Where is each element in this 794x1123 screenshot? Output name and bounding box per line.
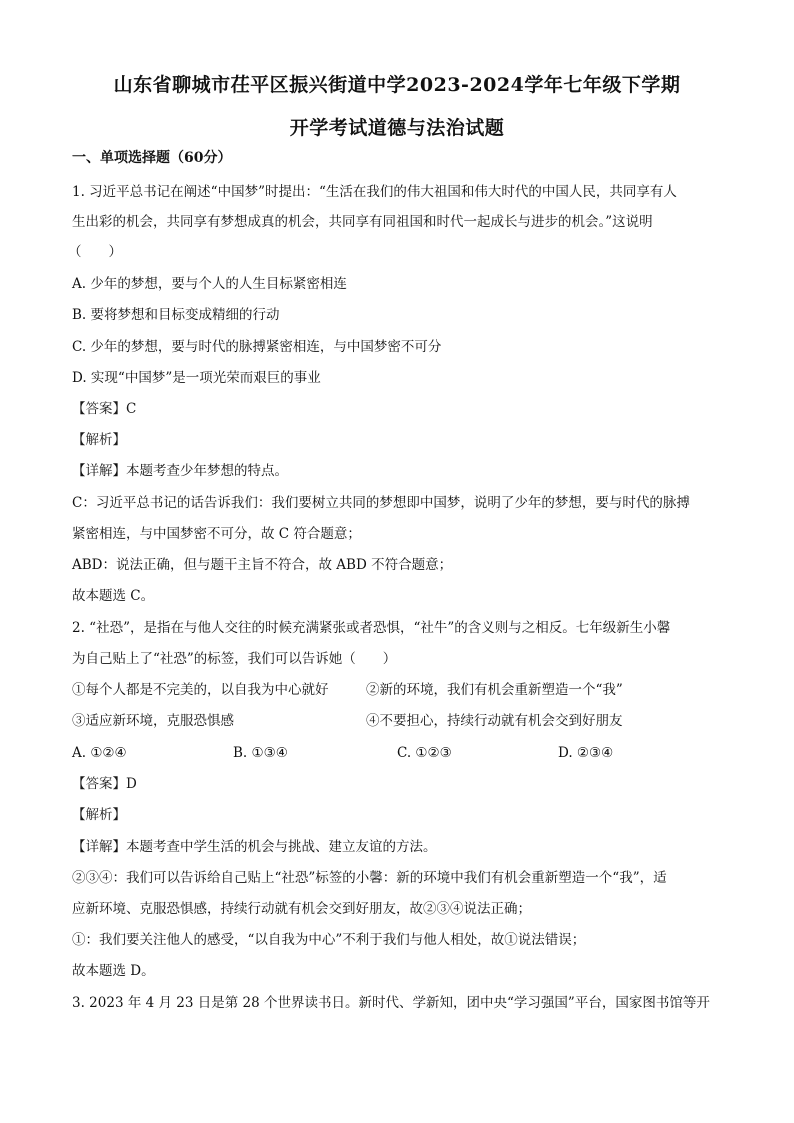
q1-detail: 【详解】本题考查少年梦想的特点。 xyxy=(72,463,288,479)
q1-explanation-line3: ABD：说法正确，但与题干主旨不符合，故 ABD 不符合题意； xyxy=(72,557,453,573)
document-title-line1: 山东省聊城市茌平区振兴街道中学2023-2024学年七年级下学期 xyxy=(113,74,681,96)
q1-option-d: D. 实现“中国梦”是一项光荣而艰巨的事业 xyxy=(72,370,321,386)
q2-explanation-line2: 应新环境、克服恐惧感，持续行动就有机会交到好朋友，故②③④说法正确； xyxy=(72,901,531,917)
q1-answer: 【答案】C xyxy=(72,401,137,417)
q2-stem-line1: 2. “社恐”，是指在与他人交往的时候充满紧张或者恐惧，“社牛”的含义则与之相反。七年级新生小馨 xyxy=(72,620,671,636)
q2-option-c: C. ①②③ xyxy=(397,745,452,761)
q1-explanation-line1: C：习近平总书记的话告诉我们：我们要树立共同的梦想即中国梦，说明了少年的梦想，要与时代的脉搏 xyxy=(72,495,690,511)
q1-answer-paren: （ ） xyxy=(68,244,122,260)
q2-statement-4: ④不要担心，持续行动就有机会交到好朋友 xyxy=(366,713,623,729)
q2-statement-2: ②新的环境，我们有机会重新塑造一个“我” xyxy=(366,682,623,698)
q1-stem-line1: 1. 习近平总书记在阐述“中国梦”时提出：“生活在我们的伟大祖国和伟大时代的中国人民，共同享有人 xyxy=(72,184,677,200)
q2-stem-line2: 为自己贴上了“社恐”的标签，我们可以告诉她（ ） xyxy=(72,651,397,667)
q2-statement-3: ③适应新环境，克服恐惧感 xyxy=(72,713,234,729)
q2-explanation-line1: ②③④：我们可以告诉给自己贴上“社恐”标签的小馨：新的环境中我们有机会重新塑造一个“我”，适 xyxy=(72,870,667,886)
q2-detail: 【详解】本题考查中学生活的机会与挑战、建立友谊的方法。 xyxy=(72,839,437,855)
q2-answer: 【答案】D xyxy=(72,776,137,792)
q2-option-b: B. ①③④ xyxy=(233,745,288,761)
q1-option-a: A. 少年的梦想，要与个人的人生目标紧密相连 xyxy=(72,276,347,292)
q2-option-a: A. ①②④ xyxy=(72,745,127,761)
q1-option-b: B. 要将梦想和目标变成精细的行动 xyxy=(72,307,280,323)
q1-analysis-label: 【解析】 xyxy=(72,432,126,448)
q1-stem-line2: 生出彩的机会，共同享有梦想成真的机会，共同享有同祖国和时代一起成长与进步的机会。”这说明 xyxy=(72,214,653,230)
q2-statement-1: ①每个人都是不完美的，以自我为中心就好 xyxy=(72,682,329,698)
q1-option-c: C. 少年的梦想，要与时代的脉搏紧密相连，与中国梦密不可分 xyxy=(72,339,442,355)
q2-conclusion: 故本题选 D。 xyxy=(72,963,155,979)
section-heading: 一、单项选择题（60分） xyxy=(72,150,232,166)
q2-option-d: D. ②③④ xyxy=(558,745,614,761)
q2-explanation-line3: ①：我们要关注他人的感受，“以自我为中心”不利于我们与他人相处，故①说法错误； xyxy=(72,932,586,948)
q2-analysis-label: 【解析】 xyxy=(72,807,126,823)
q1-explanation-line2: 紧密相连，与中国梦密不可分，故 C 符合题意； xyxy=(72,526,361,542)
document-title-line2: 开学考试道德与法治试题 xyxy=(289,117,505,139)
q1-conclusion: 故本题选 C。 xyxy=(72,588,155,604)
q3-stem-line1: 3. 2023 年 4 月 23 日是第 28 个世界读书日。新时代、学新知，团中央“学习强国”平台，国家图书馆等开 xyxy=(72,995,710,1011)
